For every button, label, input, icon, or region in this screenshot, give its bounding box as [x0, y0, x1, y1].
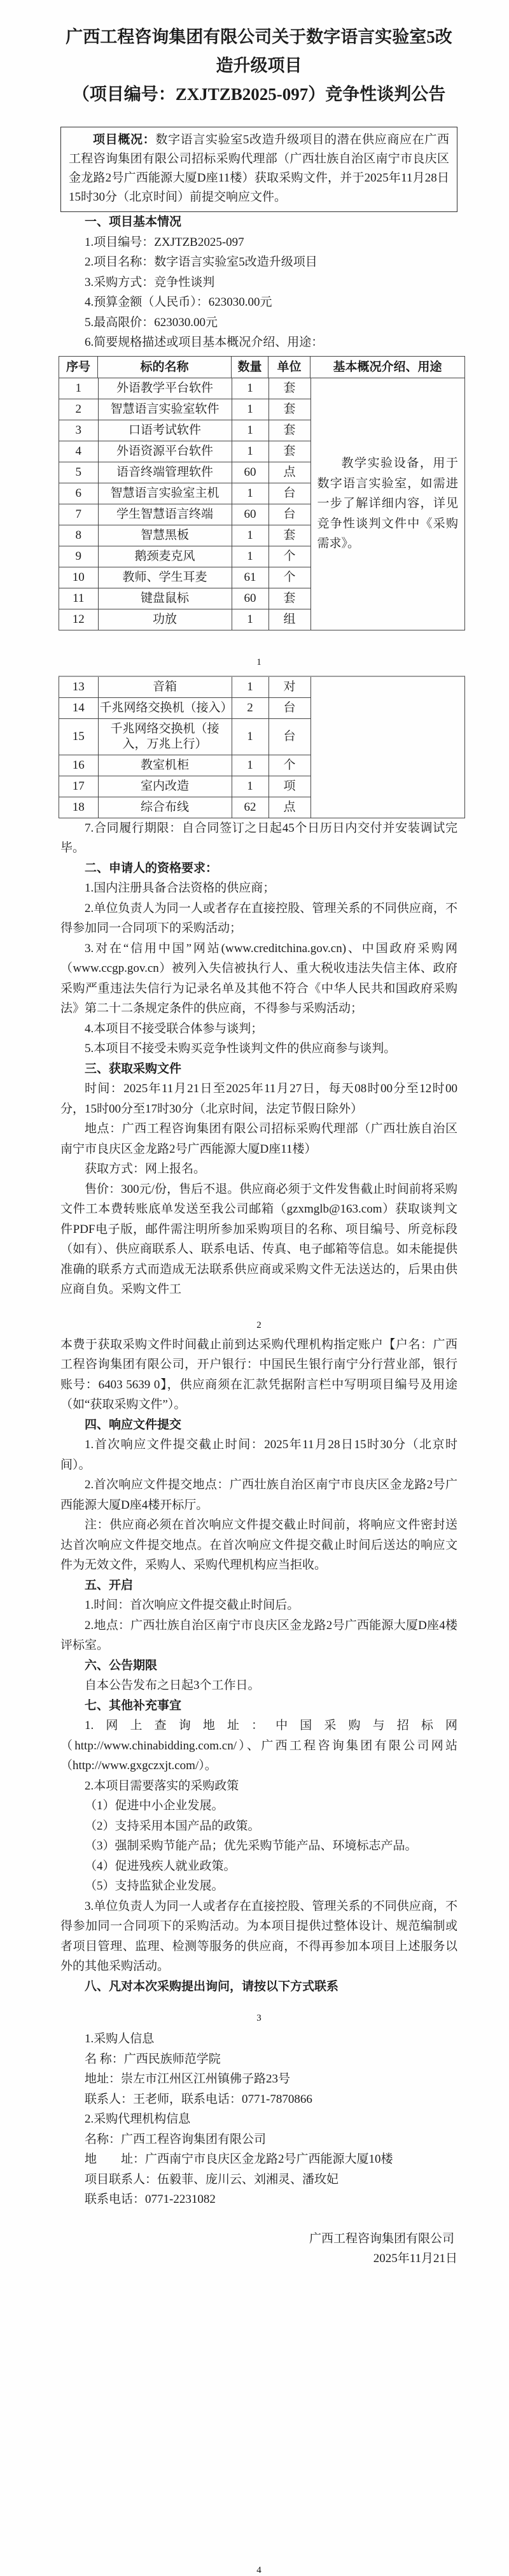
cell-no: 17 — [59, 776, 98, 797]
para-policy-4: （4）促进残疾人就业政策。 — [85, 1859, 236, 1873]
cell-qty: 61 — [232, 567, 268, 588]
para-project-name: 2.项目名称：数字语言实验室5改造升级项目 — [85, 255, 317, 269]
cell-unit: 套 — [268, 399, 310, 420]
cell-name: 综合布线 — [98, 797, 232, 818]
cell-no: 14 — [59, 697, 98, 718]
cell-name: 智慧语言实验室软件 — [98, 399, 232, 420]
signature-date: 2025年11月21日 — [373, 2252, 457, 2265]
cell-qty: 60 — [232, 462, 268, 483]
title-line-1: 广西工程咨询集团有限公司关于数字语言实验室5改造升级项目 — [66, 27, 452, 75]
cell-qty: 1 — [232, 483, 268, 504]
cell-unit: 项 — [268, 776, 310, 797]
cell-qty: 1 — [232, 378, 268, 399]
para-obtain-time: 时间：2025年11月21日至2025年11月27日，每天08时00分至12时00分，15时00分至17时30分（北京时间，法定节假日除外） — [60, 1082, 457, 1116]
cell-name: 语音终端管理软件 — [98, 462, 232, 483]
para-policy-2: （2）支持采用本国产品的政策。 — [85, 1819, 260, 1833]
table-row — [59, 546, 310, 567]
cell-qty: 1 — [232, 718, 268, 755]
table-row — [59, 441, 310, 462]
cell-qty: 1 — [232, 525, 268, 546]
cell-no: 4 — [59, 441, 98, 462]
table-row — [59, 718, 310, 755]
cell-no: 5 — [59, 462, 98, 483]
cell-unit: 点 — [268, 797, 310, 818]
title-line-2: （项目编号：ZXJTZB2025-097）竞争性谈判公告 — [72, 85, 446, 104]
table-row — [59, 504, 310, 525]
cell-no: 18 — [59, 797, 98, 818]
para-policy-1: （1）促进中小企业发展。 — [85, 1799, 224, 1812]
para-policy-3: （3）强制采购节能产品；优先采购节能产品、环境标志产品。 — [85, 1839, 417, 1853]
table-row — [59, 567, 310, 588]
cell-unit: 台 — [268, 718, 310, 755]
para-agency-name: 名称：广西工程咨询集团有限公司 — [85, 2132, 267, 2146]
para-qualification-2: 2.单位负责人为同一人或者存在直接控股、管理关系的不同供应商，不得参加同一合同项下的采购活动； — [60, 901, 457, 935]
para-notice-period: 自本公告发布之日起3个工作日。 — [85, 1679, 260, 1692]
cell-no: 8 — [59, 525, 98, 546]
cell-unit: 套 — [268, 378, 310, 399]
para-opening-time: 1.时间：首次响应文件提交截止时间后。 — [85, 1598, 300, 1612]
heading-qualification: 二、申请人的资格要求： — [85, 861, 218, 875]
cell-unit: 套 — [268, 420, 310, 441]
cell-name: 鹅颈麦克风 — [98, 546, 232, 567]
table-row — [59, 525, 310, 546]
cell-qty: 2 — [232, 697, 268, 718]
cell-name: 教师、学生耳麦 — [98, 567, 232, 588]
cell-qty: 1 — [232, 609, 268, 630]
cell-unit: 套 — [268, 441, 310, 462]
cell-no: 3 — [59, 420, 98, 441]
overview-label: 项目概况： — [93, 133, 156, 146]
heading-notice-period: 六、公告期限 — [85, 1658, 158, 1672]
para-policy-5: （5）支持监狱企业发展。 — [85, 1879, 224, 1893]
para-qualification-4: 4.本项目不接受联合体参与谈判； — [85, 1021, 263, 1035]
cell-name: 智慧黑板 — [98, 525, 232, 546]
items-table-page2 — [59, 676, 465, 818]
table-row — [59, 378, 310, 399]
table-row — [59, 776, 310, 797]
para-obtain-price-continued: 本费于获取采购文件时间截止前到达采购代理机构指定账户【户名：广西工程咨询集团有限公司，开户银行：中国民生银行南宁分行营业部，银行账号：6403 5639 0】，供应商须在汇款凭据附言栏中写明项目编号及用途（如“获取采购文件”）。 — [60, 1337, 457, 1411]
cell-name: 外语资源平台软件 — [98, 441, 232, 462]
cell-qty: 1 — [232, 420, 268, 441]
para-obtain-method: 获取方式：网上报名。 — [85, 1162, 206, 1176]
cell-qty: 1 — [232, 755, 268, 776]
cell-name: 键盘鼠标 — [98, 588, 232, 609]
para-project-number: 1.项目编号：ZXJTZB2025-097 — [85, 235, 244, 249]
cell-unit: 组 — [268, 609, 310, 630]
col-header-unit: 单位 — [268, 357, 310, 378]
para-submission-note: 注：供应商必须在首次响应文件提交截止时间前，将响应文件密封送达首次响应文件提交地点。在首次响应文件提交截止时间后送达的响应文件为无效文件，采购人、采购代理机构应当拒收。 — [60, 1518, 457, 1572]
cell-no: 2 — [59, 399, 98, 420]
table-row — [59, 420, 310, 441]
cell-unit: 点 — [268, 462, 310, 483]
cell-unit: 对 — [268, 677, 310, 698]
items-table-left-2 — [59, 677, 311, 818]
cell-unit: 个 — [268, 546, 310, 567]
items-table-left — [59, 378, 311, 630]
overview-body: 数字语言实验室5改造升级项目的潜在供应商应在广西工程咨询集团有限公司招标采购代理部（广西壮族自治区南宁市良庆区金龙路2号广西能源大厦D座11楼）获取采购文件，并于2025年11月28日15时30分（北京时间）前提交响应文件。 — [69, 133, 449, 204]
cell-unit: 套 — [268, 588, 310, 609]
heading-agency-info: 2.采购代理机构信息 — [85, 2112, 191, 2126]
cell-name: 千兆网络交换机（接入，万兆上行） — [98, 718, 232, 755]
para-contract-period: 7.合同履行期限：自合同签订之日起45个日历日内交付并安装调试完毕。 — [60, 821, 457, 855]
table-row — [59, 609, 310, 630]
col-header-description: 基本概况介绍、用途 — [310, 357, 464, 378]
signature-company: 广西工程咨询集团有限公司 — [309, 2231, 454, 2245]
page-number-4: 4 — [256, 2565, 261, 2575]
table-row — [59, 755, 310, 776]
para-other-item-3: 3.单位负责人为同一人或者存在直接控股、管理关系的不同供应商，不得参加同一合同项下的采购活动。为本项目提供过整体设计、规范编制或者项目管理、监理、检测等服务的供应商，不得再参加本项目上述服务以外的其他采购活动。 — [60, 1899, 457, 1973]
cell-qty: 1 — [232, 677, 268, 698]
para-spec-intro: 6.简要规格描述或项目基本概况介绍、用途： — [85, 336, 324, 349]
heading-obtain-documents: 三、获取采购文件 — [85, 1062, 182, 1076]
cell-name: 室内改造 — [98, 776, 232, 797]
para-purchaser-contact: 联系人：王老师，联系电话：0771-7870866 — [85, 2092, 312, 2106]
para-agency-tel: 联系电话：0771-2231082 — [85, 2193, 216, 2206]
table-row — [59, 483, 310, 504]
table-row — [59, 462, 310, 483]
cell-name: 音箱 — [98, 677, 232, 698]
para-agency-contact: 项目联系人：伍毅菲、庞川云、刘湘灵、潘玫妃 — [85, 2172, 339, 2186]
col-header-qty: 数量 — [232, 357, 268, 378]
table-description-text: 教学实验设备，用于数字语言实验室，如需进一步了解详细内容，详见竞争性谈判文件中《采购需求》。 — [317, 457, 458, 551]
para-opening-place: 2.地点：广西壮族自治区南宁市良庆区金龙路2号广西能源大厦D座4楼评标室。 — [60, 1618, 457, 1652]
table-description-merged-cell-empty — [311, 677, 465, 818]
items-table-page1 — [59, 356, 465, 630]
cell-qty: 60 — [232, 504, 268, 525]
cell-no: 10 — [59, 567, 98, 588]
para-submission-place: 2.首次响应文件提交地点：广西壮族自治区南宁市良庆区金龙路2号广西能源大厦D座4楼开标厅。 — [60, 1478, 457, 1512]
table-row — [59, 399, 310, 420]
para-obtain-place: 地点：广西工程咨询集团有限公司招标采购代理部（广西壮族自治区南宁市良庆区金龙路2号广西能源大厦D座11楼） — [60, 1122, 457, 1156]
cell-unit: 套 — [268, 525, 310, 546]
project-overview-text — [69, 131, 449, 207]
cell-qty: 60 — [232, 588, 268, 609]
para-agency-address: 地 址：广西南宁市良庆区金龙路2号广西能源大厦10楼 — [85, 2153, 393, 2166]
items-table-body — [59, 378, 464, 630]
items-table-header-row — [59, 357, 464, 378]
cell-no: 13 — [59, 677, 98, 698]
para-qualification-5: 5.本项目不接受未购买竞争性谈判文件的供应商参与谈判。 — [85, 1042, 396, 1055]
cell-no: 9 — [59, 546, 98, 567]
para-policy-intro: 2.本项目需要落实的采购政策 — [85, 1779, 239, 1793]
cell-unit: 台 — [268, 483, 310, 504]
heading-response-submission: 四、响应文件提交 — [85, 1418, 182, 1432]
cell-qty: 1 — [232, 776, 268, 797]
para-online-query: 1.网上查询地址：中国采购与招标网（http://www.chinabidding.com.cn/）、广西工程咨询集团有限公司网站（http://www.gxgczxjt.com/）。 — [60, 1719, 457, 1772]
cell-name: 智慧语言实验室主机 — [98, 483, 232, 504]
col-header-name: 标的名称 — [98, 357, 232, 378]
page-number-3: 3 — [256, 2013, 261, 2023]
para-purchaser-address: 地址：崇左市江州区江州镇佛子路23号 — [85, 2072, 291, 2086]
table-description-merged-cell — [311, 378, 465, 630]
heading-basic-info: 一、项目基本情况 — [85, 215, 182, 229]
page-number-2: 2 — [256, 1320, 261, 1330]
cell-no: 16 — [59, 755, 98, 776]
cell-unit: 个 — [268, 755, 310, 776]
para-submission-deadline: 1.首次响应文件提交截止时间：2025年11月28日15时30分（北京时间）。 — [60, 1438, 457, 1472]
cell-name: 千兆网络交换机（接入） — [98, 697, 232, 718]
cell-name: 学生智慧语言终端 — [98, 504, 232, 525]
col-header-no: 序号 — [59, 357, 98, 378]
heading-opening: 五、开启 — [85, 1578, 134, 1592]
cell-no: 1 — [59, 378, 98, 399]
para-qualification-1: 1.国内注册具备合法资格的供应商； — [85, 881, 275, 895]
para-budget-amount: 4.预算金额（人民币）：623030.00元 — [85, 295, 272, 309]
table-row — [59, 797, 310, 818]
cell-qty: 1 — [232, 546, 268, 567]
cell-no: 6 — [59, 483, 98, 504]
project-overview-box — [60, 127, 457, 212]
items-table-body-2 — [59, 677, 464, 818]
cell-unit: 台 — [268, 504, 310, 525]
table-row — [59, 697, 310, 718]
cell-name: 教室机柜 — [98, 755, 232, 776]
cell-no: 11 — [59, 588, 98, 609]
heading-purchaser-info: 1.采购人信息 — [85, 2032, 155, 2046]
cell-qty: 1 — [232, 399, 268, 420]
cell-no: 15 — [59, 718, 98, 755]
cell-no: 7 — [59, 504, 98, 525]
cell-qty: 62 — [232, 797, 268, 818]
cell-qty: 1 — [232, 441, 268, 462]
cell-name: 口语考试软件 — [98, 420, 232, 441]
page-title — [60, 23, 457, 109]
heading-other-matters: 七、其他补充事宜 — [85, 1698, 182, 1712]
para-procurement-method: 3.采购方式：竞争性谈判 — [85, 275, 215, 289]
page-number-1: 1 — [256, 657, 261, 667]
para-purchaser-name: 名 称：广西民族师范学院 — [85, 2052, 221, 2066]
cell-name: 外语教学平台软件 — [98, 378, 232, 399]
para-qualification-3: 3.对在“信用中国”网站(www.creditchina.gov.cn)、中国政府采购网（www.ccgp.gov.cn）被列入失信被执行人、重大税收违法失信主体、政府采购严重违法失信行为记录名单及其他不符合《中华人民共和国政府采购法》第二十二条规定条件的供应商，不得参与采购活动； — [60, 941, 457, 1015]
heading-contact: 八、凡对本次采购提出询问，请按以下方式联系 — [85, 1979, 339, 1993]
cell-no: 12 — [59, 609, 98, 630]
para-obtain-price: 售价：300元/份，售后不退。供应商必须于文件发售截止时间前将采购文件工本费转账底单发送至我公司邮箱（gzxmglb@163.com）获取谈判文件PDF电子版，邮件需注明所参加采购项目的名称、项目编号、所竞标段（如有）、供应商联系人、联系电话、传真、电子邮箱等信息。如未能提供准确的联系方式而造成无法联系供应商或采购文件无法送达的，后果由供应商自负。采购文件工 — [60, 1182, 457, 1296]
cell-unit: 个 — [268, 567, 310, 588]
table-row — [59, 677, 310, 698]
table-row — [59, 588, 310, 609]
cell-name: 功放 — [98, 609, 232, 630]
cell-unit: 台 — [268, 697, 310, 718]
para-max-price: 5.最高限价：623030.00元 — [85, 315, 218, 329]
